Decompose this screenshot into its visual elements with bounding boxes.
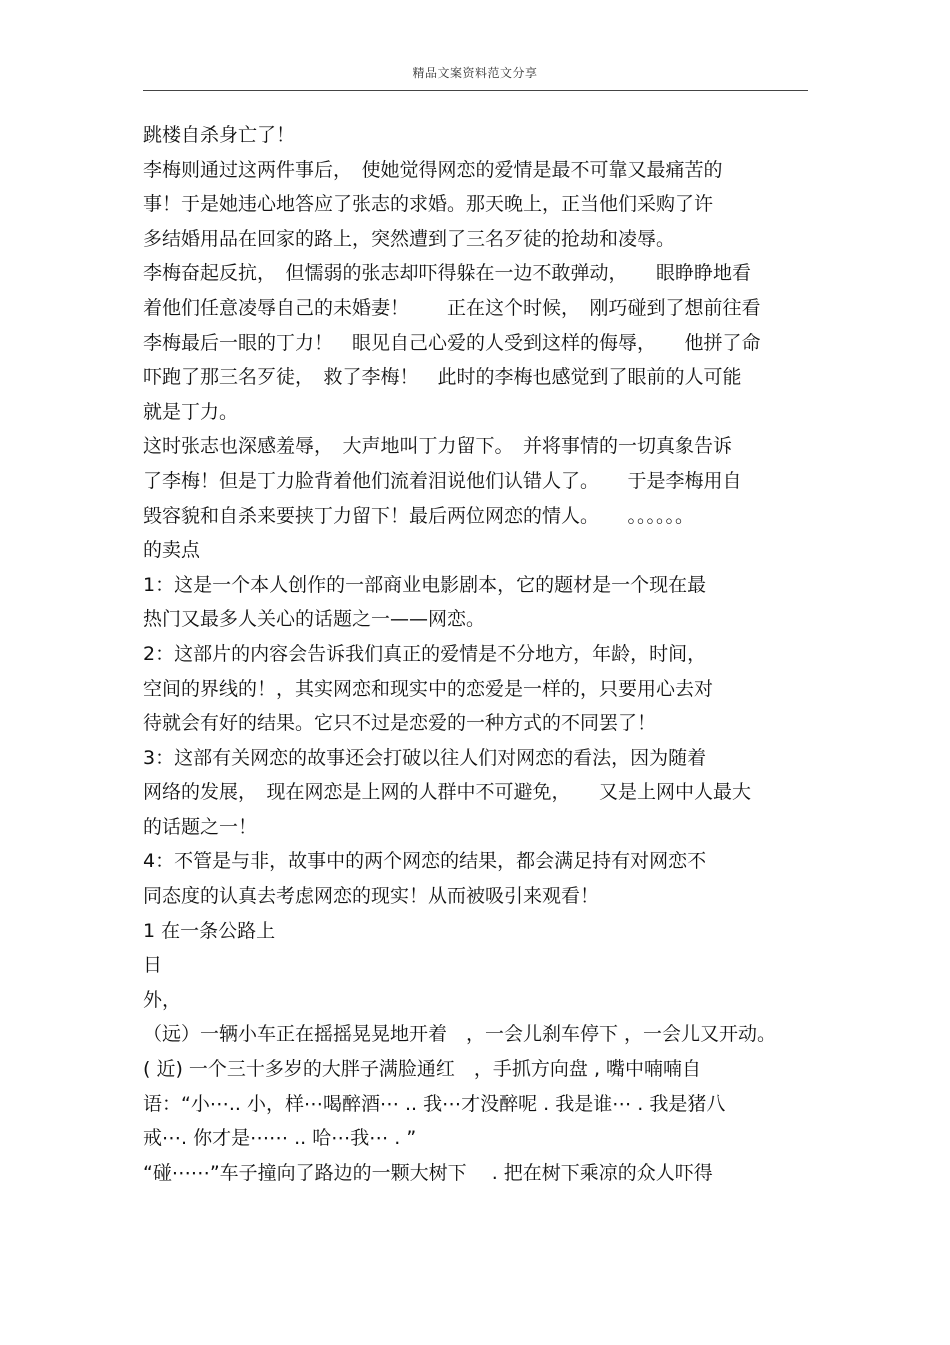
script-line: 戒⋯. 你才是⋯⋯ .. 哈⋯我⋯ . ” [143,1127,417,1150]
script-line: “碰⋯⋯”车子撞向了路边的一颗大树下 . 把在树下乘凉的众人吓得 [143,1161,713,1184]
list-item: 2：这部片的内容会告诉我们真正的爱情是不分地方，年龄，时间， [143,642,707,665]
text-line: 李梅最后一眼的丁力！ 眼见自己心爱的人受到这样的侮辱， 他拼了命 [143,331,761,354]
script-line: ( 近) 一个三十多岁的大胖子满脸通红 ，手抓方向盘 , 嘴中喃喃自 [143,1058,702,1081]
scene-heading: 1 在一条公路上 [143,919,276,942]
script-line: 语：“小⋯.. 小，样⋯喝醉酒⋯ .. 我⋯才没醉呢 . 我是谁⋯ . 我是猪八 [143,1092,726,1115]
list-item-continued: 网络的发展， 现在网恋是上网的人群中不可避免， 又是上网中人最大 [143,781,752,804]
list-item-continued: 同态度的认真去考虑网恋的现实！从而被吸引来观看！ [143,885,600,908]
list-item-continued: 空间的界线的！，其实网恋和现实中的恋爱是一样的，只要用心去对 [143,677,714,700]
text-line: 毁容貌和自杀来要挟丁力留下！最后两位网恋的情人。 。。。。。。 [143,504,695,527]
text-line: 着他们任意凌辱自己的未婚妻！ 正在这个时候， 刚巧碰到了想前往看 [143,296,761,319]
text-line: 就是丁力。 [143,400,239,423]
list-item: 3：这部有关网恋的故事还会打破以往人们对网恋的看法，因为随着 [143,746,707,769]
list-item-continued: 待就会有好的结果。它只不过是恋爱的一种方式的不同罢了！ [143,712,657,735]
text-line: 跳楼自杀身亡了！ [143,124,296,146]
text-line: 李梅奋起反抗， 但懦弱的张志却吓得躲在一边不敢弹动， 眼睁睁地看 [143,262,752,285]
text-line: 吓跑了那三名歹徒， 救了李梅！ 此时的李梅也感觉到了眼前的人可能 [143,366,742,389]
list-item-continued: 热门又最多人关心的话题之一——网恋。 [143,608,486,631]
list-item-continued: 的话题之一！ [143,815,258,838]
text-line: 了李梅！但是丁力脸背着他们流着泪说他们认错人了。 于是李梅用自 [143,469,742,492]
text-line: 这时张志也深感羞辱， 大声地叫丁力留下。 并将事情的一切真象告诉 [143,435,733,458]
header-divider [143,90,808,91]
text-line: 多结婚用品在回家的路上，突然遭到了三名歹徒的抢劫和凌辱。 [143,227,676,250]
text-line: 事！于是她违心地答应了张志的求婚。那天晚上，正当他们采购了许 [143,193,714,216]
document-body [143,118,833,1190]
scene-time: 日 [143,954,163,977]
section-heading: 的卖点 [143,539,201,562]
text-line: 李梅则通过这两件事后， 使她觉得网恋的爱情是最不可靠又最痛苦的 [143,158,723,181]
page-header: 精品文案资料范文分享 [412,66,538,80]
list-item: 1：这是一个本人创作的一部商业电影剧本，它的题材是一个现在最 [143,573,707,596]
scene-location: 外， [143,988,182,1011]
list-item: 4：不管是与非，故事中的两个网恋的结果，都会满足持有对网恋不 [143,850,707,873]
script-line: （远）一辆小车正在摇摇晃晃地开着 ，一会儿刹车停下 ，一会儿又开动。 [143,1023,777,1046]
